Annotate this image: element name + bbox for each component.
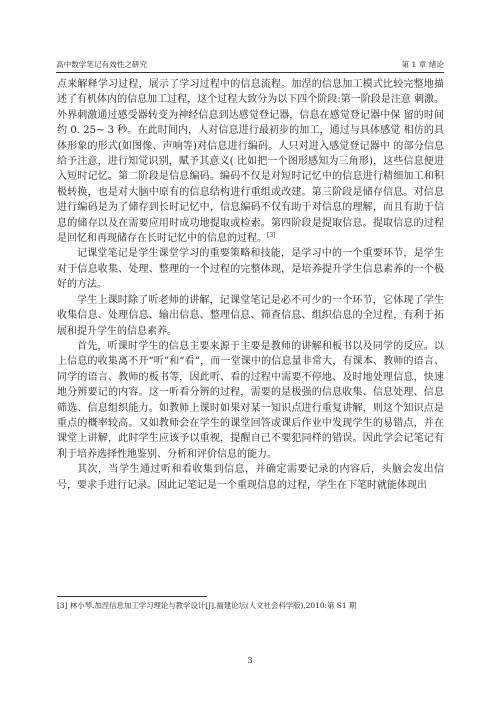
running-header [56,60,444,70]
header-chapter: 第 1 章 绪论 [401,60,444,69]
paragraph: 学生上课时除了听老师的讲解，记课堂笔记是必不可少的一个环节，它体现了学生收集信息、处理信息、输出信息、整理信息、筛查信息、组织信息的全过程，有利于拓展和提升学生的信息素养。 [57,294,444,337]
header-title: 高中数学笔记有效性之研究 [56,60,148,69]
header-rule [56,72,444,73]
paragraph: 其次，当学生通过听和看收集到信息，并确定需要记录的内容后，头脑会发出信号，要求手进行记录。因此记笔记是一个重现信息的过程，学生在下笔时就能体现出 [57,464,444,491]
footnote-marker: [3] [57,601,68,610]
footnote [57,601,444,611]
paragraph: 记课堂笔记是学生课堂学习的重要策略和技能，是学习中的一个重要环节，是学生对于信息收集、处理、整理的一个过程的完整体现，是培养提升学生信息素养的一个极好的方法。 [57,248,444,291]
paragraph-text: 点来解释学习过程，展示了学习过程中的信息流程。加涅的信息加工模式比较完整地描述了有机体内的信息加工过程，这个过程大致分为以下四个阶段:第一阶段是注意 刺激。外界刺激通过感受器转变为神经信息到达感觉登记器，信息在感觉登记器中保 留的时间约 0. 25~ 3 秒。在此时间内，人对信息进行最初步的加工，通过与具体感觉 相仿的具体形象的形式(如图像、声响等)对信息进行编码。人只对进入感觉登记器中 的部分信息给予注意，进行知觉识别，赋予其意义( 比如把一个图形感知为三角形)，这些信息便进入短时记忆。第二阶段是信息编码。编码不仅是对短时记忆中的信息进行精细加工和积极转换，也是对大脑中原有的信息结构进行重组或改建。第三阶段是储存信息。对信息进行编码是为了储存到长时记忆中，信息编码不仅有助于对信息的理解，而且有助于信息的储存以及在需要应用时成功地提取或检索。第四阶段是提取信息。提取信息的过程是回忆和再现储存在长时记忆中的信息的过程。 [57,79,444,245]
citation-marker: [3] [267,232,276,240]
paragraph: 首先，听课时学生的信息主要来源于主要是教师的讲解和板书以及同学的反应。以上信息的收集离不开“听”和“看”，而一堂课中的信息量非常大，有课本、教师的语言、同学的语言、教师的板书等，因此听、看的过程中需要不停地、及时地处理信息，快速地分辨要记的内容。这一听看分辨的过程，需要的是极强的信息收集、信息处理、信息筛选、信息组织能力。如教师上课时如果对某一知识点进行重复讲解，则这个知识点是重点的概率较高。又如教师会在学生的课堂回答或课后作业中发现学生的易错点，并在课堂上讲解，此时学生应该予以重视，提醒自己不要犯同样的错误。因此学会记笔记有利于培养选择性地鉴别、分析和评价信息的能力。 [57,340,444,460]
paragraph [57,77,444,246]
footnote-text: 林小琴.加涅信息加工学习理论与教学设计[J].福建论坛(人文社会科学版),2010:第 S1 期 [69,601,357,610]
body-text [57,77,444,493]
page-number: 3 [247,656,253,665]
footnote-rule [57,596,207,597]
